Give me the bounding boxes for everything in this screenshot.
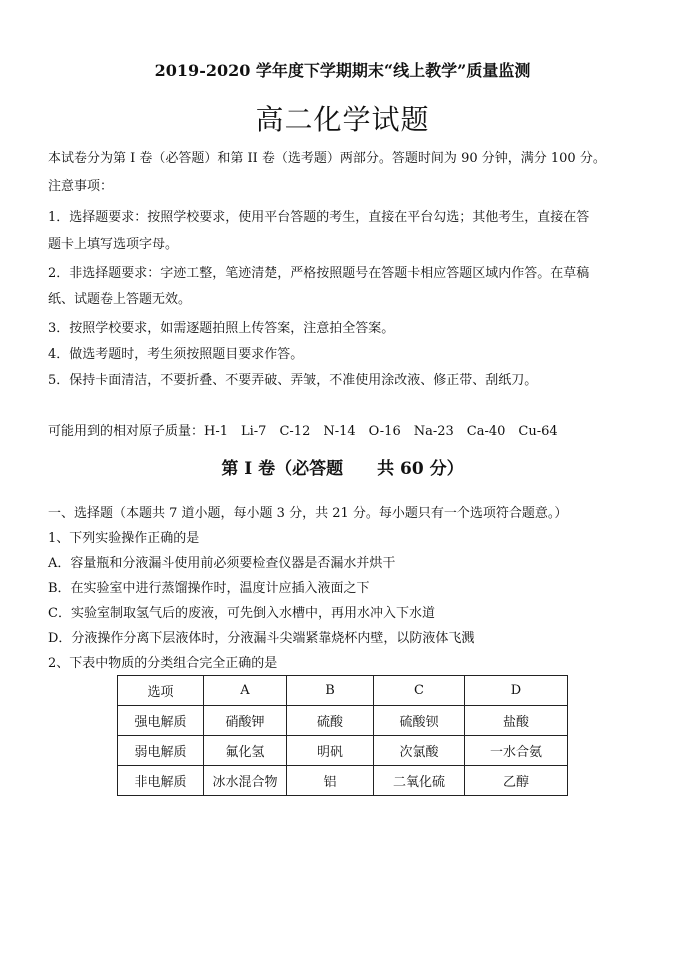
table-row [118,766,568,796]
question-1-option-a: A．容量瓶和分液漏斗使用前必须要检查仪器是否漏水并烘干 [48,556,396,571]
table-cell: 乙醇 [465,766,568,796]
table-header-cell: C [374,676,465,706]
table-cell: 弱电解质 [118,736,204,766]
table-cell: 次氯酸 [374,736,465,766]
table-cell: 冰水混合物 [204,766,287,796]
table-cell: 二氧化硫 [374,766,465,796]
table-cell: 硫酸钡 [374,706,465,736]
notice-5: 5．保持卡面清洁，不要折叠、不要弄破、弄皱，不准使用涂改液、修正带、刮纸刀。 [48,373,538,388]
table-header-cell: B [287,676,374,706]
table-cell: 硝酸钾 [204,706,287,736]
question-1-option-d: D．分液操作分离下层液体时，分液漏斗尖端紧靠烧杯内壁，以防液体飞溅 [48,631,475,646]
notice-1-cont: 题卡上填写选项字母。 [48,237,179,252]
table-cell: 铝 [287,766,374,796]
exam-subtitle: 2019-2020 学年度下学期期末“线上教学”质量监测 [154,61,531,80]
table-cell: 盐酸 [465,706,568,736]
question-2-stem: 2、下表中物质的分类组合完全正确的是 [48,656,278,671]
notice-4: 4．做选考题时，考生须按照题目要求作答。 [48,347,304,362]
table-cell: 一水合氨 [465,736,568,766]
table-cell: 明矾 [287,736,374,766]
exam-title: 高二化学试题 [255,103,430,136]
question-1-stem: 1、下列实验操作正确的是 [48,531,200,546]
table-row [118,706,568,736]
table-header-cell: 选项 [118,676,204,706]
question-1-option-b: B．在实验室中进行蒸馏操作时，温度计应插入液面之下 [48,581,370,596]
notice-2-cont: 纸、试题卷上答题无效。 [48,292,192,307]
atomic-mass-list: 可能用到的相对原子质量：H-1 Li-7 C-12 N-14 O-16 Na-23 Ca-40 Cu-64 [48,424,558,439]
classification-table [117,675,568,796]
intro-text: 本试卷分为第 I 卷（必答题）和第 II 卷（选考题）两部分。答题时间为 90 分钟，满分 100 分。 [48,151,606,166]
table-cell: 非电解质 [118,766,204,796]
table-header-cell: D [465,676,568,706]
table-header-row [118,676,568,706]
section-1-title: 第 I 卷（必答题 共 60 分） [221,459,464,479]
notice-2: 2．非选择题要求：字迹工整，笔迹清楚，严格按照题号在答题卡相应答题区域内作答。在草稿 [48,266,590,281]
table-cell: 强电解质 [118,706,204,736]
table-cell: 氟化氢 [204,736,287,766]
table-header-cell: A [204,676,287,706]
table-row [118,736,568,766]
section-1-instructions: 一、选择题（本题共 7 道小题，每小题 3 分，共 21 分。每小题只有一个选项符合题意。） [48,506,568,521]
notice-title: 注意事项： [48,179,114,194]
notice-1: 1．选择题要求：按照学校要求，使用平台答题的考生，直接在平台勾选；其他考生，直接在答 [48,210,590,225]
question-1-option-c: C．实验室制取氢气后的废液，可先倒入水槽中，再用水冲入下水道 [48,606,435,621]
table-cell: 硫酸 [287,706,374,736]
notice-3: 3．按照学校要求，如需逐题拍照上传答案，注意拍全答案。 [48,321,395,336]
